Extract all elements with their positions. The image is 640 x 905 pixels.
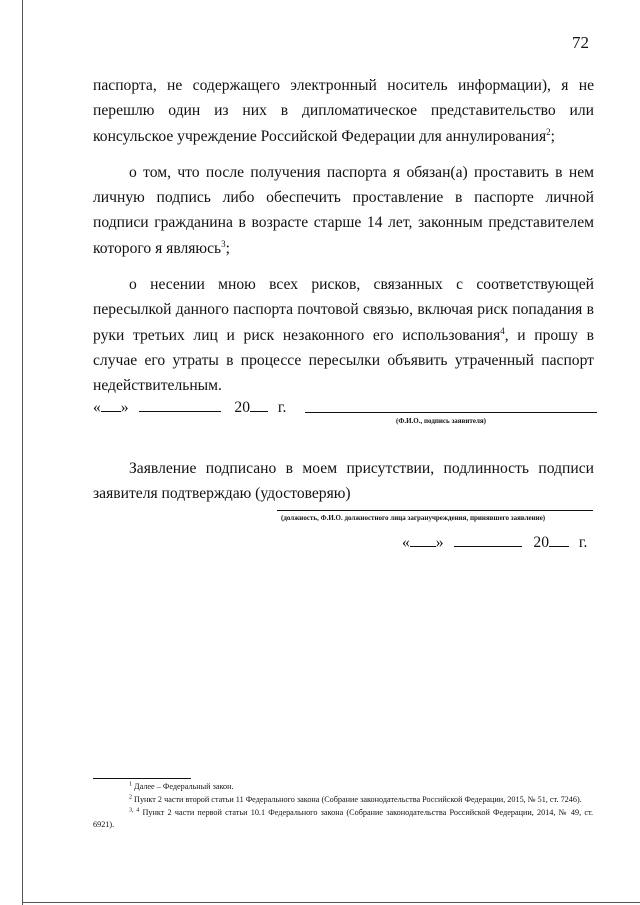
official-date-line: « » 20 г. (402, 534, 588, 551)
footnote-separator (93, 778, 191, 779)
day-blank (101, 399, 121, 412)
footnote-ref-2: 2 (546, 126, 551, 137)
footnote-3-4: $^{3, 4}$ Пункт 2 части первой статьи 10.1 Федерального закона (Собрание законодательства Российской Федерации, 2014, № 49, ст. 6921). (93, 806, 594, 830)
official-signature-line (277, 510, 593, 511)
applicant-date-line: « » 20 г. (93, 399, 287, 416)
footnotes (93, 778, 593, 832)
day-blank (410, 534, 436, 547)
applicant-signature-caption: (Ф.И.О., подпись заявителя) (396, 417, 486, 425)
footnote-ref-4: 4 (500, 325, 505, 336)
attestation (93, 456, 594, 507)
scan-edge-bottom (22, 902, 640, 903)
month-blank (454, 534, 522, 547)
official-signature-caption: (должность, Ф.И.О. должностного лица загранучреждения, принявшего заявление) (281, 514, 546, 522)
paragraph-passport-return: паспорта, не содержащего электронный носитель информации), я не перешлю один из них в дипломатическое представительство или консульское учреждение Российской Федерации для аннулирования$^2$; (93, 77, 594, 145)
page-number: 72 (572, 33, 589, 52)
footnote-ref-3: 3 (221, 238, 226, 249)
statement-body (93, 73, 594, 399)
footnote-1: $^1$ Далее – Федеральный закон. (129, 781, 234, 791)
applicant-signature-line (305, 412, 597, 413)
footnote-2: $^2$ Пункт 2 части второй статьи 11 Федерального закона (Собрание законодательства Российской Федерации, 2015, № 51, ст. 7246). (129, 794, 582, 804)
paragraph-signature-obligation: о том, что после получения паспорта я обязан(а) проставить в нем личную подпись либо обеспечить проставление в паспорте личной подписи гражданина в возрасте старше 14 лет, законным представителем которого я являюсь$^3$; (93, 163, 594, 257)
year-blank (549, 534, 569, 547)
year-blank (250, 399, 268, 412)
month-blank (139, 399, 221, 412)
paragraph-postal-risks: о несении мною всех рисков, связанных с соответствующей пересылкой данного паспорта почтовой связью, включая риск попадания в руки третьих лиц и риск незаконного его использования$^4$, и прошу в случае его утраты в процессе пересылки объявить утраченный паспорт недействительным. (93, 276, 595, 395)
attestation-text: Заявление подписано в моем присутствии, подлинность подписи заявителя подтверждаю (удостоверяю) (93, 460, 594, 503)
scan-edge-left (22, 0, 23, 905)
